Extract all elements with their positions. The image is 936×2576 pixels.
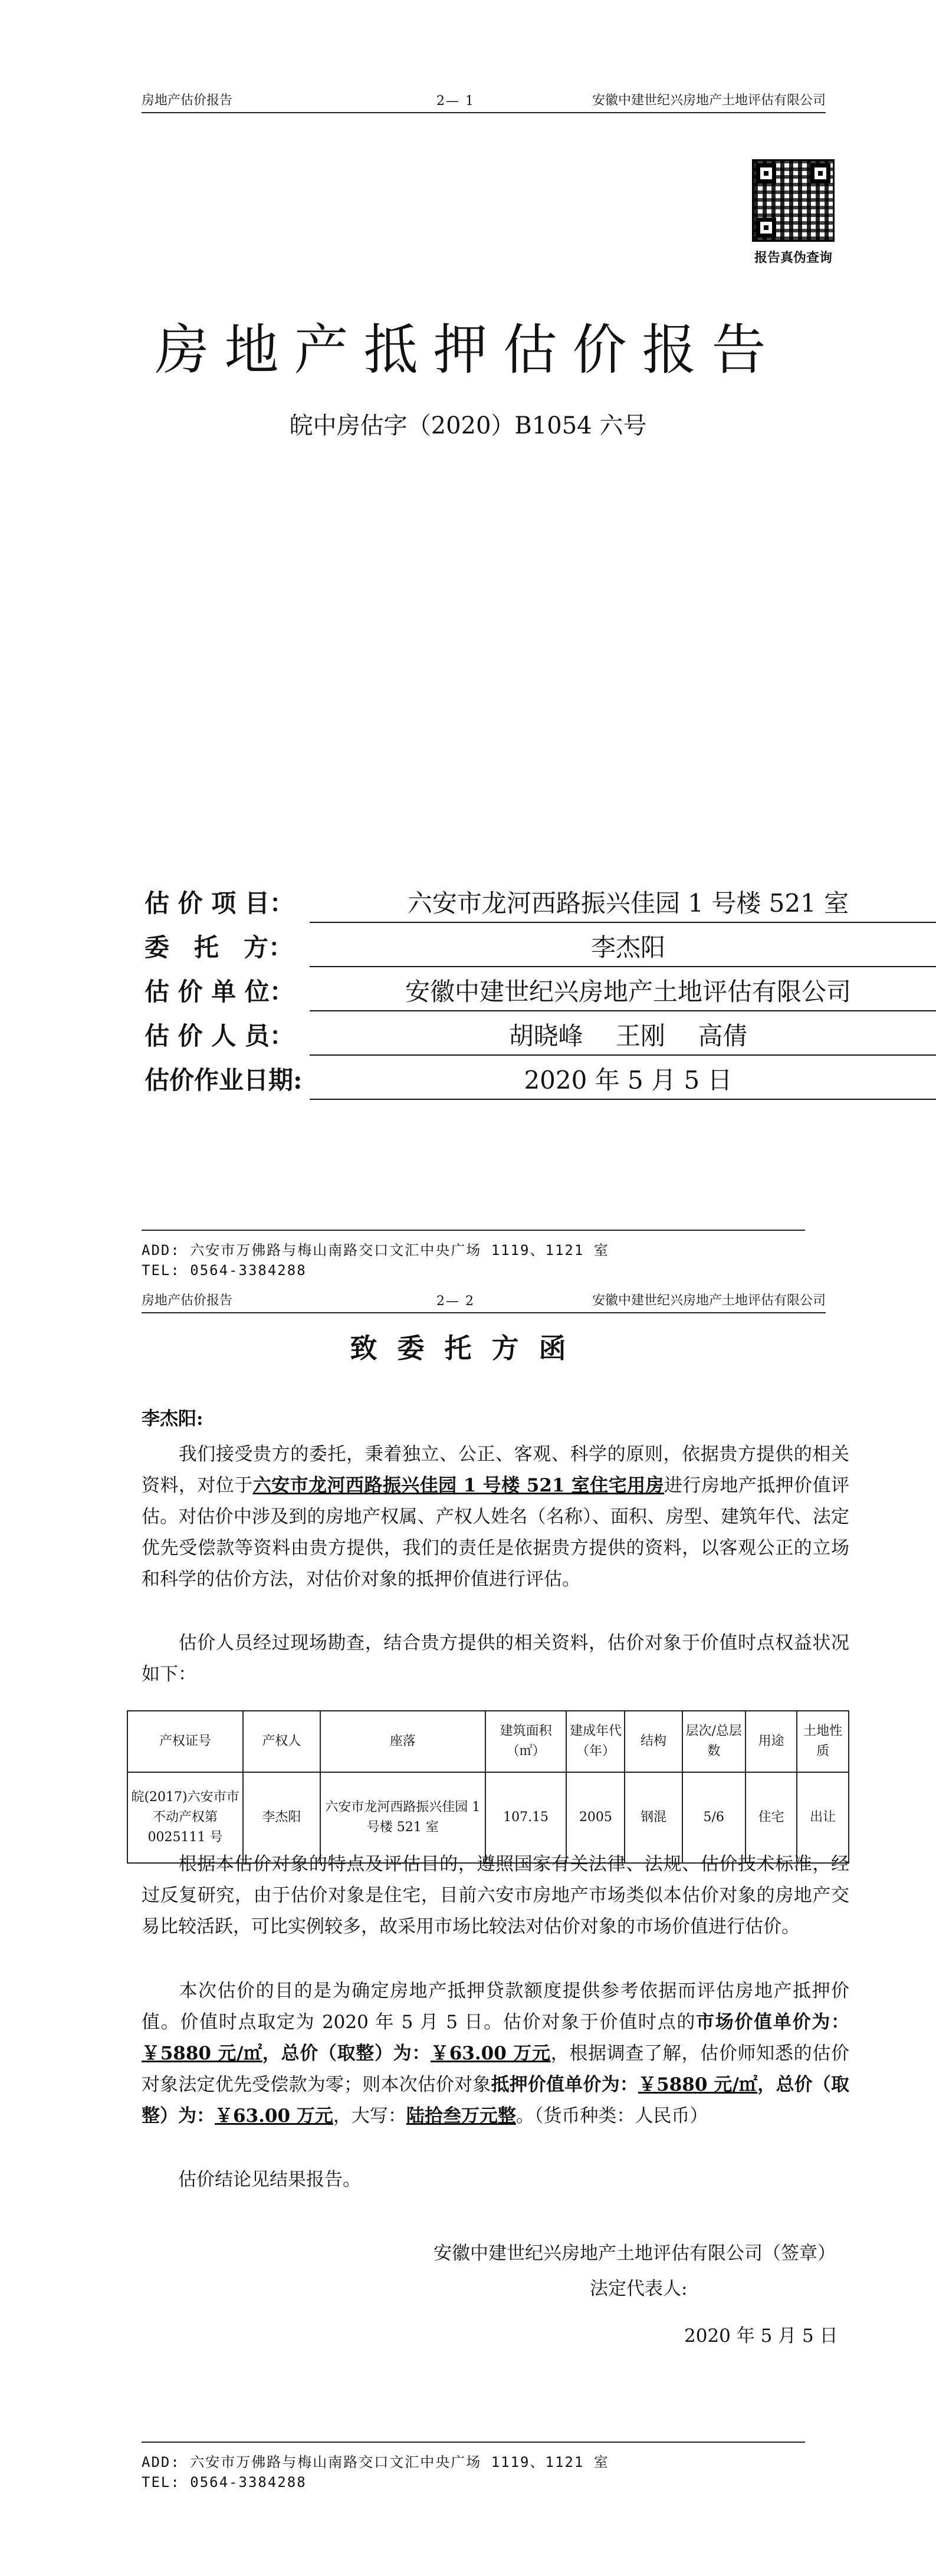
td-owner: 李杰阳 bbox=[243, 1772, 320, 1863]
info-label: 委 托 方： bbox=[144, 933, 294, 962]
header-left: 房地产估价报告 bbox=[142, 93, 233, 108]
th-land: 土地性质 bbox=[797, 1711, 849, 1772]
p1-text: 我们接受贵方的委托，秉着独立、公正、客观、科学的原则，依据贵方提供的相关资料，对位于 bbox=[142, 1444, 849, 1496]
th-floor: 层次/总层数 bbox=[682, 1711, 745, 1772]
p4-capital-label: ，大写： bbox=[333, 2105, 406, 2127]
signature-representative: 法定代表人: bbox=[590, 2278, 688, 2299]
p4-mortgage-unit-price: ￥5880 元/㎡ bbox=[638, 2074, 758, 2095]
p4-market-label: 市场价值单价为： bbox=[696, 2012, 849, 2033]
p4-market-total: ￥63.00 万元 bbox=[431, 2043, 551, 2064]
th-year: 建成年代（年） bbox=[566, 1711, 625, 1772]
paragraph-2 bbox=[142, 1628, 849, 1690]
qr-caption: 报告真伪查询 bbox=[754, 250, 832, 265]
th-area: 建筑面积（㎡） bbox=[485, 1711, 567, 1772]
p1-subject: 六安市龙河西路振兴佳园 1 号楼 521 室住宅用房 bbox=[252, 1475, 664, 1496]
td-year: 2005 bbox=[566, 1772, 625, 1863]
header-page-number: 2— 2 bbox=[436, 1294, 475, 1309]
info-value: 李杰阳 bbox=[310, 928, 936, 967]
info-value: 胡晓峰 王刚 高倩 bbox=[310, 1017, 936, 1056]
report-number: 皖中房估字（2020）B1054 六号 bbox=[289, 412, 647, 439]
info-value: 安徽中建世纪兴房地产土地评估有限公司 bbox=[310, 972, 936, 1011]
paragraph-4 bbox=[142, 1976, 849, 2132]
info-label: 估 价 单 位： bbox=[144, 977, 294, 1006]
footer-address: ADD: 六安市万佛路与梅山南路交口文汇中央广场 1119、1121 室 bbox=[142, 2454, 609, 2470]
signature-company: 安徽中建世纪兴房地产土地评估有限公司（签章） bbox=[433, 2243, 836, 2264]
qr-code-icon bbox=[752, 159, 835, 242]
salutation: 李杰阳: bbox=[142, 1408, 203, 1430]
p4-currency: 。（货币种类：人民币） bbox=[515, 2105, 708, 2127]
p4-total-label: ，总价（取整）为： bbox=[262, 2043, 431, 2064]
p4-market-unit-price: ￥5880 元/㎡ bbox=[142, 2043, 262, 2064]
th-cert: 产权证号 bbox=[127, 1711, 243, 1772]
footer-phone: TEL: 0564-3384288 bbox=[142, 2474, 307, 2490]
th-structure: 结构 bbox=[625, 1711, 682, 1772]
report-title: 房地产抵押估价报告 bbox=[155, 318, 781, 382]
td-area: 107.15 bbox=[485, 1772, 567, 1863]
th-owner: 产权人 bbox=[243, 1711, 320, 1772]
paragraph-5 bbox=[142, 2164, 849, 2196]
td-floor: 5/6 bbox=[682, 1772, 745, 1863]
page1-header bbox=[142, 88, 826, 113]
footer-phone: TEL: 0564-3384288 bbox=[142, 1262, 307, 1279]
header-page-number: 2— 1 bbox=[436, 94, 475, 109]
p3-text: 根据本估价对象的特点及评估目的，遵照国家有关法律、法规、估价技术标准，经过反复研究，由于估价对象是住宅，目前六安市房地产市场类似本估价对象的房地产交易比较活跃，可比实例较多，故采用市场比较法对估价对象的市场价值进行估价。 bbox=[142, 1854, 849, 1937]
info-label: 估 价 人 员： bbox=[144, 1021, 294, 1050]
header-left: 房地产估价报告 bbox=[142, 1293, 233, 1308]
p4-text: 本次估价的目的是为确定房地产抵押贷款额度提供参考依据而评估房地产抵押价值。价值时点取定为 2020 年 5 月 5 日。估价对象于价值时点的 bbox=[142, 1980, 849, 2033]
footer-address: ADD: 六安市万佛路与梅山南路交口文汇中央广场 1119、1121 室 bbox=[142, 1242, 609, 1259]
th-use: 用途 bbox=[745, 1711, 797, 1772]
info-value: 六安市龙河西路振兴佳园 1 号楼 521 室 bbox=[310, 884, 936, 923]
info-label: 估 价 项 目： bbox=[144, 889, 294, 918]
p2-text: 估价人员经过现场勘查，结合贵方提供的相关资料，估价对象于价值时点权益状况如下： bbox=[142, 1632, 849, 1685]
paragraph-1 bbox=[142, 1439, 849, 1595]
p4-mortgage-total: ￥63.00 万元 bbox=[215, 2105, 333, 2127]
letter-title: 致委托方函 bbox=[350, 1332, 586, 1364]
asset-table bbox=[127, 1710, 849, 1864]
p4-mortgage-label: 抵押价值单价为： bbox=[491, 2074, 638, 2095]
p4-total-label-2: ，总价（取整）为： bbox=[142, 2074, 849, 2127]
p1-text-2: 进行房地产抵押价值评估。对估价中涉及到的房地产权属、产权人姓名（名称）、面积、房型、建筑年代、法定优先受偿款等资料由贵方提供，我们的责任是依据贵方提供的资料，以客观公正的立场和科学的估价方法，对估价对象的抵押价值进行评估。 bbox=[142, 1475, 850, 1590]
header-right: 安徽中建世纪兴房地产土地评估有限公司 bbox=[592, 93, 826, 108]
info-value: 2020 年 5 月 5 日 bbox=[310, 1061, 936, 1100]
td-structure: 钢混 bbox=[625, 1772, 682, 1863]
signature-date: 2020 年 5 月 5 日 bbox=[684, 2325, 838, 2347]
p4-capital-amount: 陆拾叁万元整 bbox=[406, 2105, 516, 2127]
footer-divider bbox=[142, 1230, 805, 1231]
footer-divider bbox=[142, 2442, 805, 2443]
td-use: 住宅 bbox=[745, 1772, 797, 1863]
paragraph-3 bbox=[142, 1849, 849, 1943]
info-label: 估价作业日期: bbox=[144, 1066, 303, 1095]
td-location: 六安市龙河西路振兴佳园 1 号楼 521 室 bbox=[320, 1772, 485, 1863]
header-right: 安徽中建世纪兴房地产土地评估有限公司 bbox=[592, 1293, 826, 1308]
th-location: 座落 bbox=[320, 1711, 485, 1772]
td-cert: 皖(2017)六安市市不动产权第0025111 号 bbox=[127, 1772, 243, 1863]
table-header-row bbox=[127, 1711, 849, 1772]
page2-header bbox=[142, 1289, 826, 1313]
p5-text: 估价结论见结果报告。 bbox=[178, 2169, 361, 2190]
p4-text-2: ，根据调查了解，估价师知悉的估价对象法定优先受偿款为零；则本次估价对象 bbox=[142, 2043, 849, 2095]
td-land: 出让 bbox=[797, 1772, 849, 1863]
